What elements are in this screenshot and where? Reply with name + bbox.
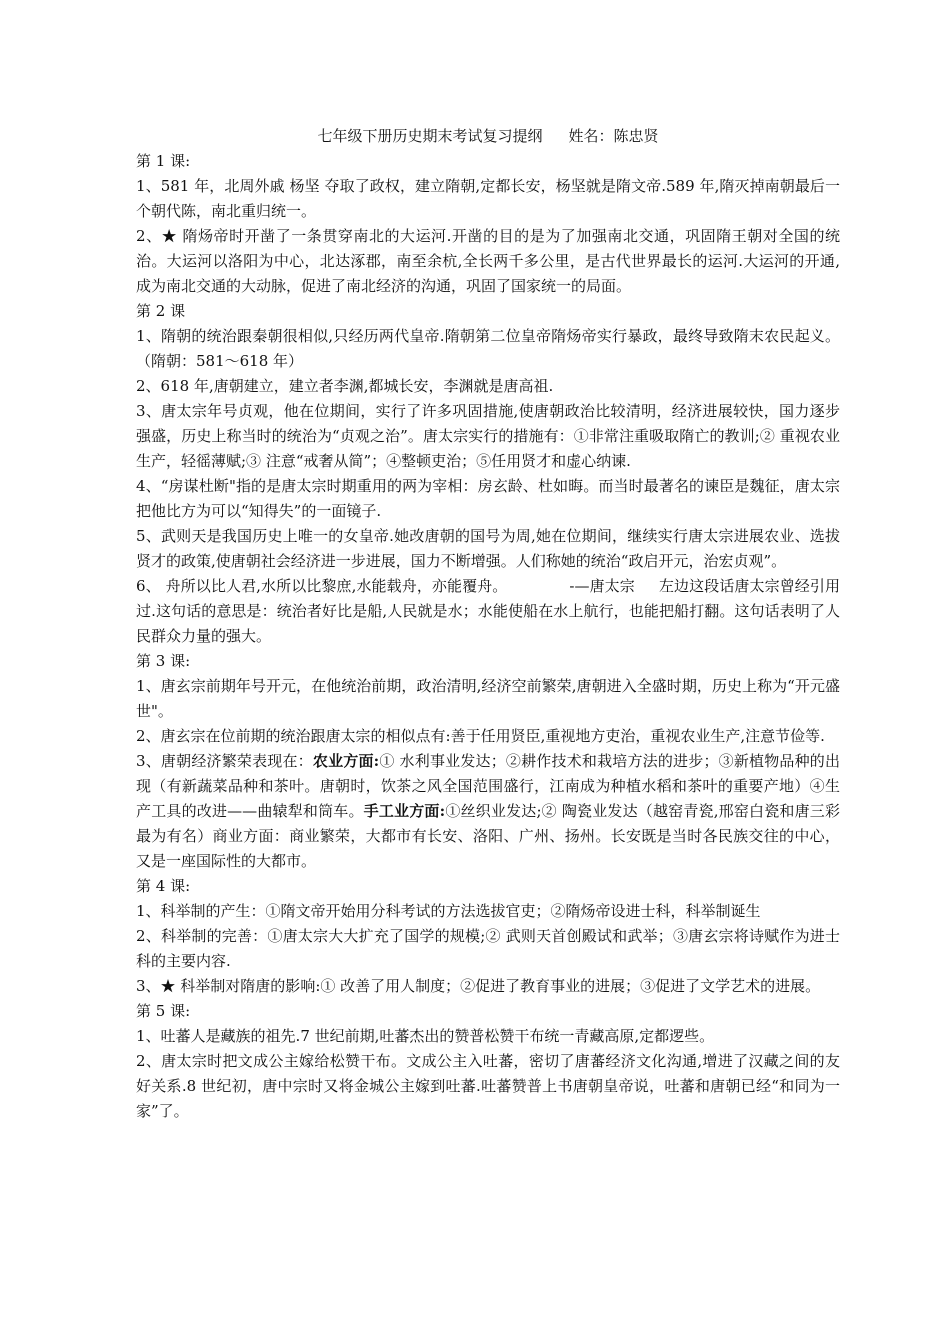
- lesson-heading: 第 2 课: [136, 302, 186, 320]
- paragraph: 2、唐玄宗在位前期的统治跟唐太宗的相似点有:善于任用贤臣,重视地方吏治，重视农业生产,注意节俭等.: [136, 727, 825, 745]
- economy-lead: 3、唐朝经济繁荣表现在：: [136, 752, 313, 770]
- paragraph: 5、武则天是我国历史上唯一的女皇帝.她改唐朝的国号为周,她在位期间，继续实行唐太宗进展农业、选拔贤才的政策,使唐朝社会经济进一步进展，国力不断增强。人们称她的统治“政启开元，治宏贞观”。: [136, 527, 840, 570]
- lesson-heading: 第 3 课:: [136, 652, 191, 670]
- paragraph-economy: [136, 749, 840, 874]
- paragraph: 1、科举制的产生：①隋文帝开始用分科考试的方法选拔官吏；②隋炀帝设进士科，科举制诞生: [136, 902, 761, 920]
- paragraph: 1、唐玄宗前期年号开元，在他统治前期，政治清明,经济空前繁荣,唐朝进入全盛时期，历史上称为“开元盛世"。: [136, 677, 840, 720]
- lesson-heading: 第 1 课:: [136, 152, 191, 170]
- paragraph: 1、581 年，北周外戚 杨坚 夺取了政权，建立隋朝,定都长安，杨坚就是隋文帝.589 年,隋灭掉南朝最后一个朝代陈，南北重归统一。: [136, 177, 840, 220]
- author-name: 姓名：陈忠贤: [568, 127, 659, 145]
- paragraph: 2、618 年,唐朝建立，建立者李渊,都城长安，李渊就是唐高祖.: [136, 377, 554, 395]
- paragraph: 2、唐太宗时把文成公主嫁给松赞干布。文成公主入吐蕃，密切了唐蕃经济文化沟通,增进了汉藏之间的友好关系.8 世纪初，唐中宗时又将金城公主嫁到吐蕃.吐蕃赞普上书唐朝皇帝说，吐蕃和唐朝已经“和同为一家”了。: [136, 1052, 840, 1120]
- paragraph: 1、隋朝的统治跟秦朝很相似,只经历两代皇帝.隋朝第二位皇帝隋炀帝实行暴政，最终导致隋末农民起义。（隋朝：581～618 年）: [136, 327, 840, 370]
- quote-attribution: -—唐太宗: [569, 577, 635, 595]
- paragraph: 3、★ 科举制对隋唐的影响:① 改善了用人制度；②促进了教育事业的进展；③促进了文学艺术的进展。: [136, 977, 821, 995]
- paragraph: 2、★ 隋炀帝时开凿了一条贯穿南北的大运河.开凿的目的是为了加强南北交通，巩固隋王朝对全国的统治。大运河以洛阳为中心，北达涿郡，南至余杭,全长两千多公里，是古代世界最长的运河.大运河的开通,成为南北交通的大动脉，促进了南北经济的沟通，巩固了国家统一的局面。: [136, 227, 840, 295]
- quote-text: 6、 舟所以比人君,水所以比黎庶,水能载舟，亦能覆舟。: [136, 577, 508, 595]
- document-title: [136, 124, 840, 149]
- quote-explanation: 左边这段话唐太宗曾经引用过.这句话的意思是：统治者好比是船,人民就是水；水能使船在水上航行，也能把船打翻。这句话表明了人民群众力量的强大。: [136, 577, 840, 645]
- document-page: [136, 124, 840, 1124]
- paragraph-quote: [136, 574, 840, 649]
- paragraph: 4、“房谋杜断"指的是唐太宗时期重用的两为宰相：房玄龄、杜如晦。而当时最著名的谏臣是魏征，唐太宗把他比方为可以“知得失”的一面镜子.: [136, 477, 840, 520]
- agriculture-text: ① 水利事业发达；②耕作技术和栽培方法的进步；③新植物品种的出现（有新蔬菜品种和茶叶。唐朝时，饮茶之风全国范围盛行，江南成为种植水稻和茶叶的重要产地）④生产工具的改进——曲辕犁和筒车。: [136, 752, 840, 820]
- paragraph: 1、吐蕃人是藏族的祖先.7 世纪前期,吐蕃杰出的赞普松赞干布统一青藏高原,定都逻些。: [136, 1027, 715, 1045]
- paragraph: 2、科举制的完善：①唐太宗大大扩充了国学的规模;② 武则天首创殿试和武举；③唐玄宗将诗赋作为进士科的主要内容.: [136, 927, 840, 970]
- handicraft-label: 手工业方面:: [363, 802, 446, 820]
- paragraph: 3、唐太宗年号贞观，他在位期间，实行了许多巩固措施,使唐朝政治比较清明，经济进展较快，国力逐步强盛，历史上称当时的统治为“贞观之治”。唐太宗实行的措施有：①非常注重吸取隋亡的教训;② 重视农业生产，轻徭薄赋;③ 注意“戒奢从简”；④整顿吏治；⑤任用贤才和虚心纳谏.: [136, 402, 840, 470]
- title-text: 七年级下册历史期末考试复习提纲: [317, 127, 543, 145]
- agriculture-label: 农业方面:: [312, 752, 380, 770]
- lesson-heading: 第 4 课:: [136, 877, 191, 895]
- lesson-heading: 第 5 课:: [136, 1002, 191, 1020]
- handicraft-text: ①丝织业发达;② 陶瓷业发达（越窑青瓷,邢窑白瓷和唐三彩最为有名）商业方面：商业繁荣，大都市有长安、洛阳、广州、扬州。长安既是当时各民族交往的中心，又是一座国际性的大都市。: [136, 802, 840, 870]
